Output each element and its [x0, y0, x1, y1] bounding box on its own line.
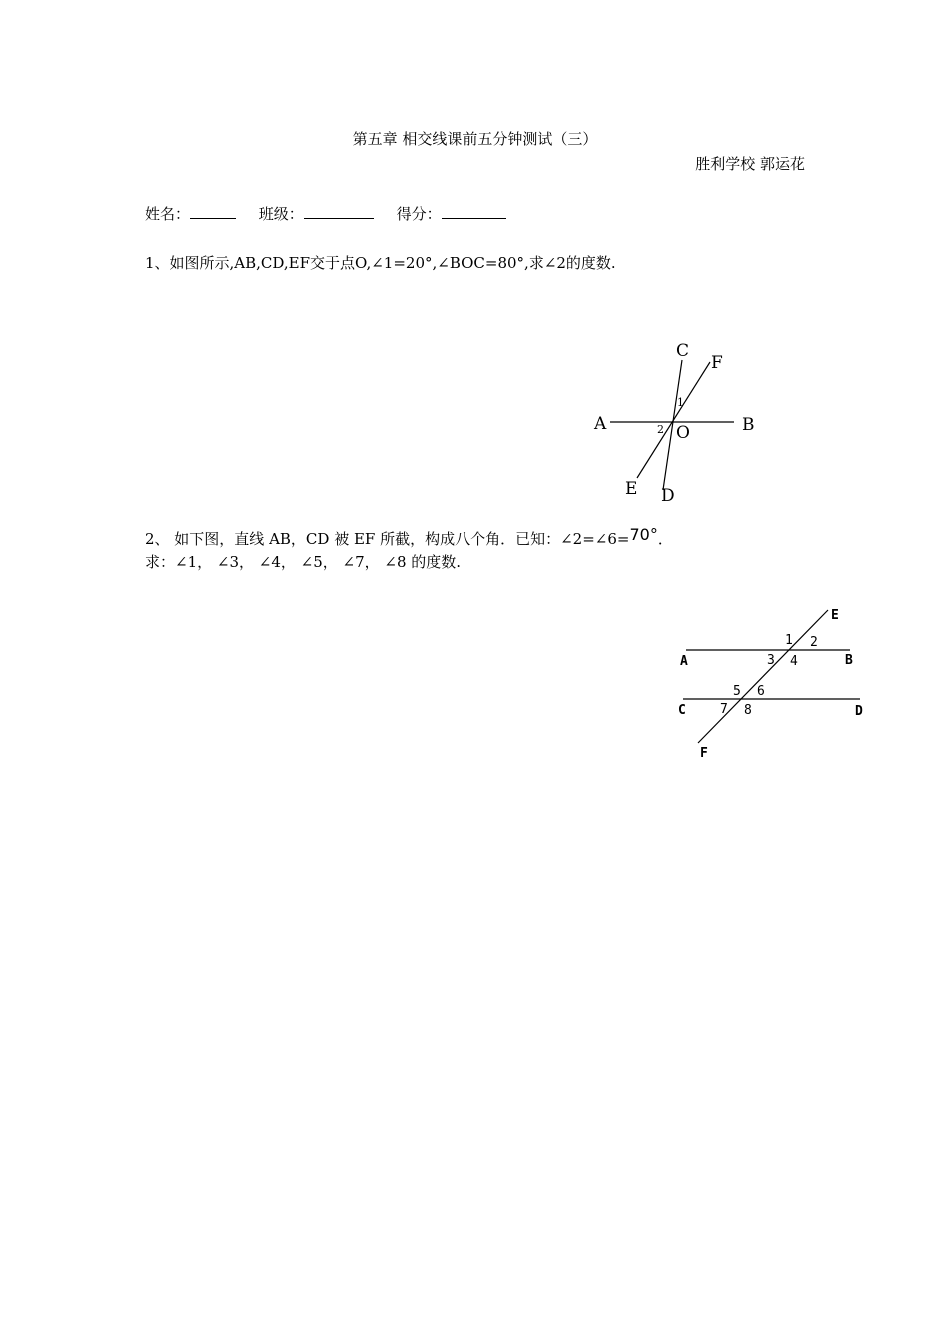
angle-2-label: 2 [810, 635, 818, 650]
label-o: O [676, 423, 690, 443]
question-2-figure [670, 600, 870, 765]
angle-7-label: 7 [720, 702, 728, 717]
question-2-line-1 [145, 525, 673, 549]
angle-4-label: 4 [790, 654, 798, 669]
class-blank[interactable] [304, 204, 374, 219]
label-c: C [678, 703, 686, 718]
given-angle-value: 70° [629, 525, 658, 544]
angle-1-label: 1 [785, 633, 793, 648]
question-1-figure [580, 330, 780, 510]
line-ef [698, 610, 828, 743]
angle-3-label: 3 [767, 653, 775, 668]
angle-2-label: 2 [657, 423, 664, 436]
question-2-given: 2、 如下图，直线 AB，CD 被 EF 所截，构成八个角．已知：∠2=∠6= [145, 530, 630, 548]
label-b: B [845, 653, 853, 668]
label-e: E [625, 479, 638, 499]
label-f: F [700, 746, 708, 761]
label-e: E [831, 608, 839, 623]
question-1-text: 1、如图所示,AB,CD,EF交于点O,∠1=20°,∠BOC=80°,求∠2的度数. [145, 254, 616, 272]
label-c: C [676, 341, 690, 361]
question-2-period: ． [657, 530, 673, 548]
page-title: 第五章 相交线课前五分钟测试（三） [352, 130, 598, 148]
score-blank[interactable] [442, 204, 506, 219]
angle-6-label: 6 [757, 684, 765, 699]
class-label: 班级： [258, 205, 304, 223]
angle-8-label: 8 [744, 703, 752, 718]
score-label: 得分： [396, 205, 442, 223]
line-ef [637, 362, 710, 478]
label-b: B [742, 415, 755, 435]
name-blank[interactable] [190, 204, 236, 219]
name-label: 姓名： [145, 205, 191, 223]
angle-1-label: 1 [677, 396, 684, 409]
question-2-line-2: 求：∠1， ∠3， ∠4， ∠5， ∠7， ∠8 的度数. [145, 553, 462, 571]
label-f: F [711, 353, 723, 373]
student-info-row [145, 203, 524, 224]
angle-5-label: 5 [733, 684, 741, 699]
label-d: D [661, 486, 675, 506]
label-a: A [594, 414, 607, 434]
label-a: A [680, 654, 688, 669]
author: 胜利学校 郭运花 [695, 155, 805, 173]
label-d: D [855, 704, 863, 719]
